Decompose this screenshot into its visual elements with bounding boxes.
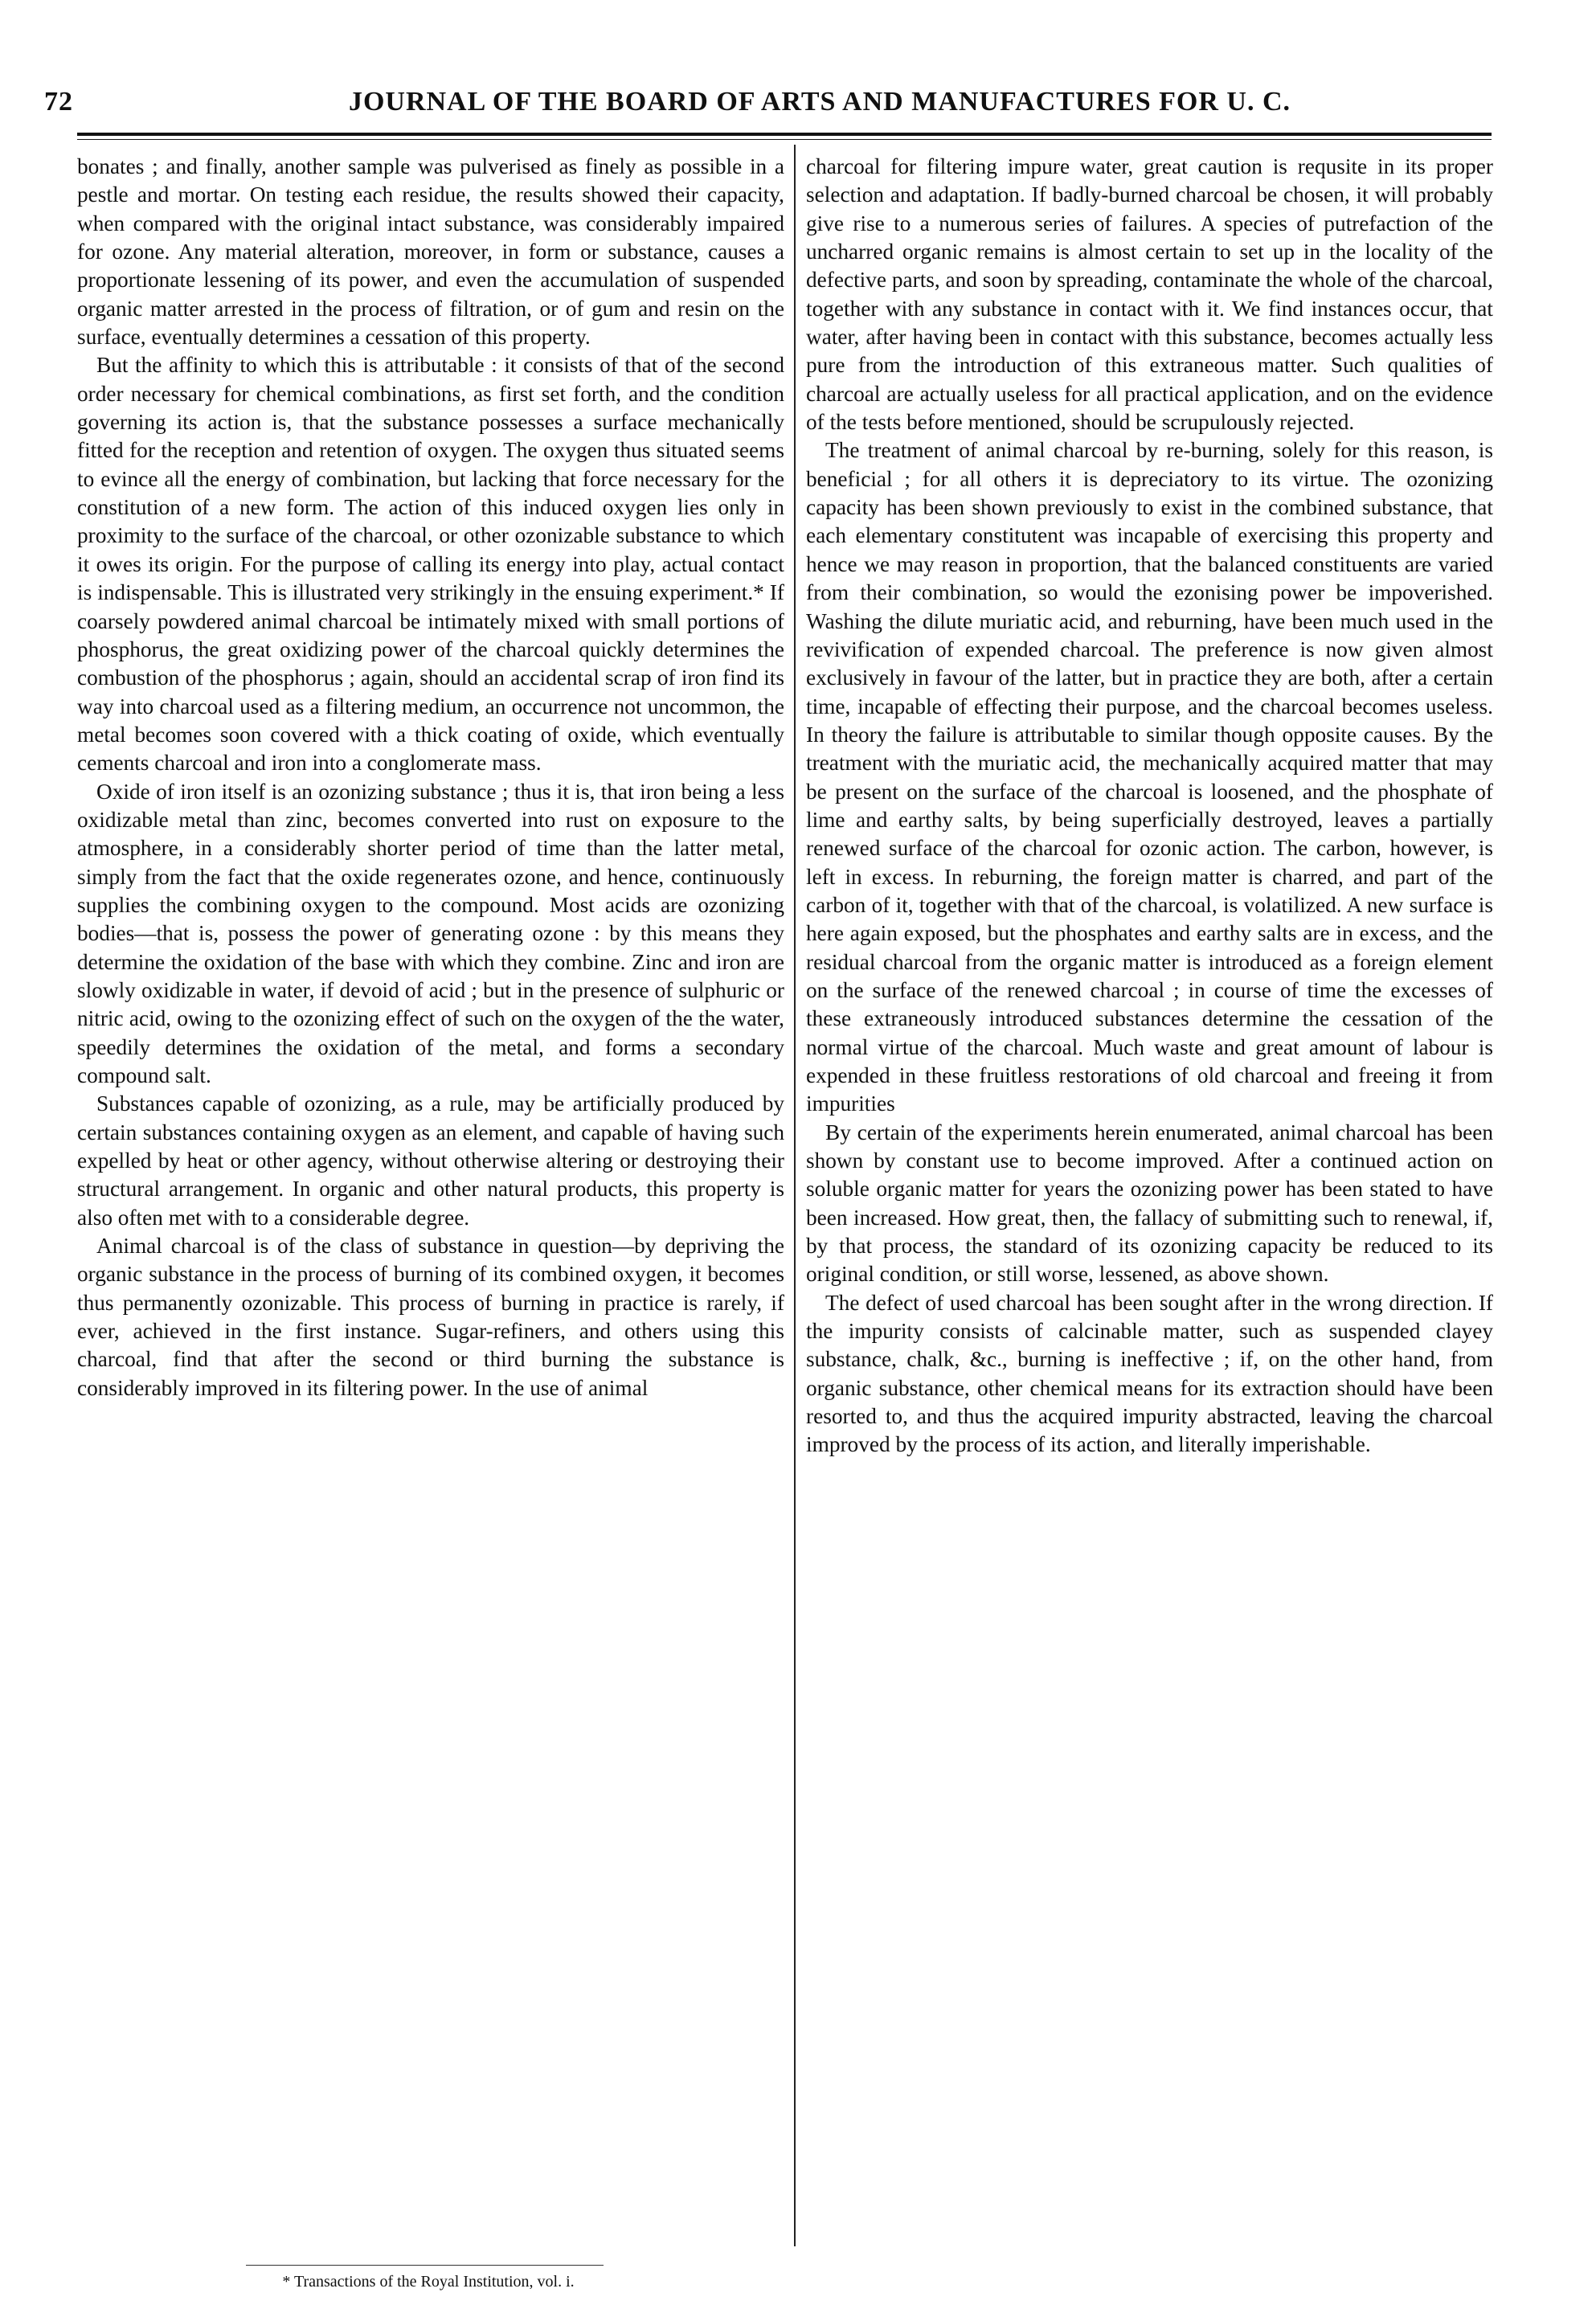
left-column — [77, 153, 784, 1402]
header-rule-thick — [77, 133, 1492, 136]
left-paragraph-1: bonates ; and finally, another sample was pulverised as finely as possible in a pestle and mortar. On testing each residue, the results showed their capacity, when compared with the original intact substance, was considerably impaired for ozone. Any material alteration, moreover, in form or substance, causes a proportionate lessening of its power, and even the accumulation of suspended organic matter arrested in the process of filtration, or of gum and resin on the surface, eventually determines a cessation of this property. — [77, 154, 784, 350]
left-paragraph-2: But the affinity to which this is attributable : it consists of that of the second order necessary for chemical combinations, as first set forth, and the condition governing its action is, that the substance possesses a surface mechanically fitted for the reception and retention of oxygen. The oxygen thus situated seems to evince all the energy of combination, but lacking that force necessary for the constitution of a new form. The action of this induced oxygen lies only in proximity to the surface of the charcoal, or other ozonizable substance to which it owes its origin. For the purpose of calling its energy into play, actual contact is indispensable. This is illustrated very strikingly in the ensuing experiment.* If coarsely powdered animal charcoal be intimately mixed with small portions of phosphorus, the great oxidizing power of the charcoal quickly determines the combustion of the phosphorus ; again, should an accidental scrap of iron find its way into charcoal used as a filtering medium, an occurrence not uncommon, the metal becomes soon covered with a thick coating of oxide, which eventually cements charcoal and iron into a conglomerate mass. — [77, 353, 784, 776]
right-column — [806, 153, 1493, 1460]
right-paragraph-3: By certain of the experiments herein enumerated, animal charcoal has been shown by constant use to become improved. After a continued action on soluble organic matter for years the ozonizing power has been stated to have been increased. How great, then, the fallacy of submitting such to renewal, if, by that process, the standard of its ozonizing capacity be reduced to its original condition, or still worse, lessened, as above shown. — [806, 1120, 1493, 1287]
running-head: JOURNAL OF THE BOARD OF ARTS AND MANUFACTURES FOR U. C. — [348, 87, 1291, 117]
left-paragraph-5: Animal charcoal is of the class of substance in question—by depriving the organic substance in the process of burning of its combined oxygen, it becomes thus permanently ozonizable. This process of burning in practice is rarely, if ever, achieved in the first instance. Sugar-refiners, and others using this charcoal, find that after the second or third burning the substance is considerably improved in its filtering power. In the use of animal — [77, 1234, 784, 1400]
right-paragraph-1: charcoal for filtering impure water, great caution is requsite in its proper selection and adaptation. If badly-burned charcoal be chosen, it will probably give rise to a numerous series of failures. A species of putrefaction of the uncharred organic remains is almost certain to set up in the locality of the defective parts, and soon by spreading, contaminate the whole of the charcoal, together with any substance in contact with it. We find instances occur, that water, after having been in contact with this substance, becomes actually less pure from the introduction of this extraneous matter. Such qualities of charcoal are actually useless for all practical application, and on the evidence of the tests before mentioned, should be scrupulously rejected. — [806, 154, 1493, 435]
right-paragraph-4: The defect of used charcoal has been sought after in the wrong direction. If the impurity consists of calcinable matter, such as suspended clayey substance, chalk, &c., burning is ineffective ; if, on the other hand, from organic substance, other chemical means for its extraction should have been resorted to, and thus the acquired impurity abstracted, leaving the charcoal improved by the process of its action, and literally imperishable. — [806, 1290, 1493, 1457]
footnote: * Transactions of the Royal Institution, vol. i. — [282, 2273, 575, 2291]
header-rule-thin — [77, 139, 1492, 140]
column-divider — [794, 145, 796, 2246]
left-paragraph-3: Oxide of iron itself is an ozonizing substance ; thus it is, that iron being a less oxidizable metal than zinc, becomes converted into rust on exposure to the atmosphere, in a considerably shorter period of time than the latter metal, simply from the fact that the oxide regenerates ozone, and hence, continuously supplies the combining oxygen to the compound. Most acids are ozonizing bodies—that is, possess the power of generating ozone : by this means they determine the oxidation of the base with which they combine. Zinc and iron are slowly oxidizable in water, if devoid of acid ; but in the presence of sulphuric or nitric acid, owing to the ozonizing effect of such on the oxygen of the the water, speedily determines the oxidation of the metal, and forms a secondary compound salt. — [77, 779, 784, 1087]
footnote-rule — [246, 2265, 604, 2266]
left-paragraph-4: Substances capable of ozonizing, as a rule, may be artificially produced by certain substances containing oxygen as an element, and capable of having such expelled by heat or other agency, without otherwise altering or destroying their structural arrangement. In organic and other natural products, this property is also often met with to a considerable degree. — [77, 1091, 784, 1230]
page-number: 72 — [44, 87, 73, 117]
right-paragraph-2: The treatment of animal charcoal by re-burning, solely for this reason, is beneficial ; for all others it is depreciatory to its virtue. The ozonizing capacity has been shown previously to exist in the combined substance, that each elementary constitutent was incapable of exercising this property and hence we may reason in proportion, that the balanced constituents are varied from their combination, so would the ezonising power be impoverished. Washing the dilute muriatic acid, and reburning, have been much used in the revivification of expended charcoal. The preference is now given almost exclusively in favour of the latter, but in practice they are both, after a certain time, incapable of effecting their purpose, and the charcoal becomes useless. In theory the failure is attributable to similar though opposite causes. By the treatment with the muriatic acid, the mechanically acquired matter that may be present on the surface of the charcoal is loosened, and the phosphate of lime and earthy salts, by being superficially destroyed, leaves a partially renewed surface of the charcoal for ozonic action. The carbon, however, is left in excess. In reburning, the foreign matter is charred, and part of the carbon of it, together with that of the charcoal, is volatilized. A new surface is here again exposed, but the phosphates and earthy salts are in excess, and the residual charcoal from the organic matter is introduced as a foreign element on the surface of the renewed charcoal ; in course of time the excesses of these extraneously introduced substances determine the cessation of the normal virtue of the charcoal. Much waste and great amount of labour is expended in these fruitless restorations of old charcoal and freeing it from impurities — [806, 438, 1493, 1116]
